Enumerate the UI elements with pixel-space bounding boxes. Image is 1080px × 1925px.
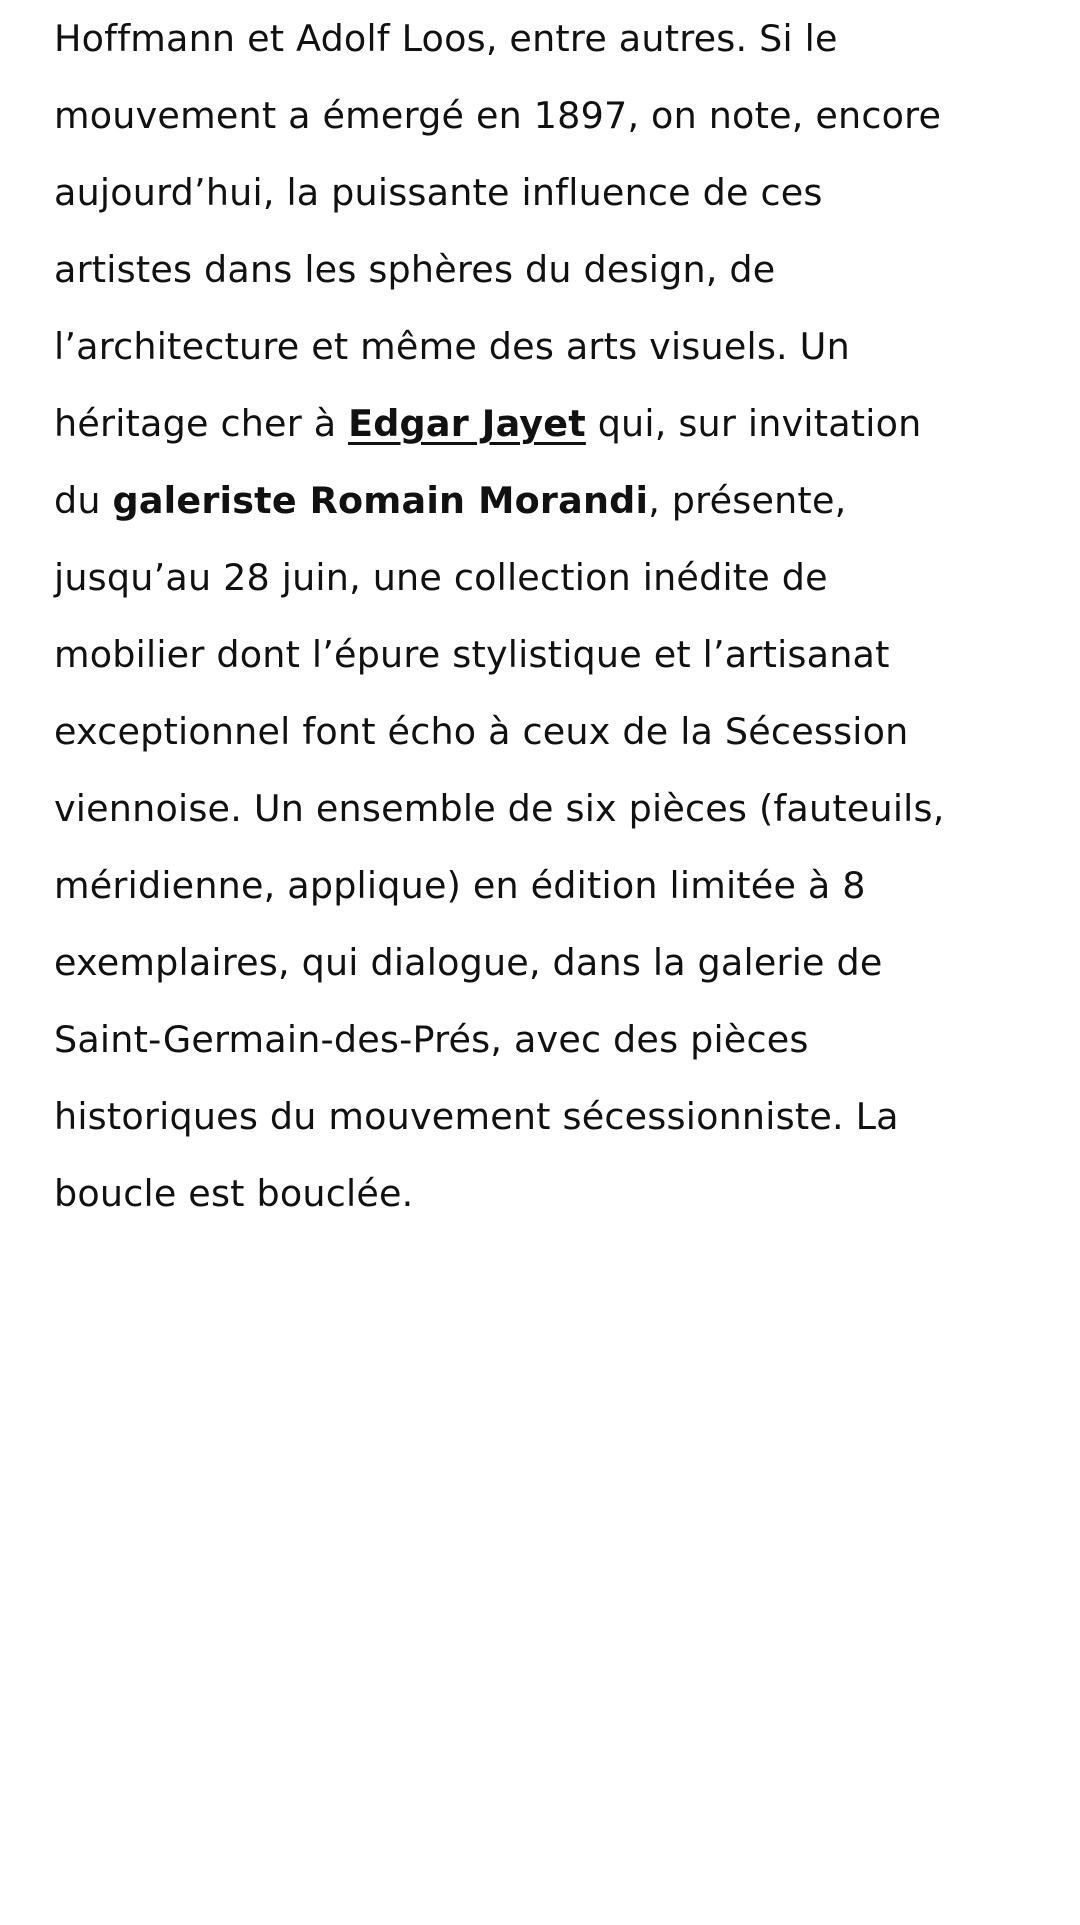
article-line: aujourd’hui, la puissante influence de ces: [54, 171, 823, 214]
article-line: exemplaires, qui dialogue, dans la galerie de: [54, 941, 883, 984]
article-line: artistes dans les sphères du design, de: [54, 248, 776, 291]
article-line: boucle est bouclée.: [54, 1172, 414, 1215]
article-body: [54, 0, 1034, 1232]
article-text: , présente,: [648, 479, 847, 522]
article-line: jusqu’au 28 juin, une collection inédite de: [54, 556, 828, 599]
article-line: [54, 386, 1034, 462]
edgar-jayet-link[interactable]: Edgar Jayet: [348, 402, 586, 445]
article-line: exceptionnel font écho à ceux de la Sécession: [54, 710, 909, 753]
article-line: Saint-Germain-des-Prés, avec des pièces: [54, 1018, 809, 1061]
article-line: mouvement a émergé en 1897, on note, encore: [54, 94, 942, 137]
article-line: viennoise. Un ensemble de six pièces (fauteuils,: [54, 787, 945, 830]
article-text: qui, sur invitation: [585, 402, 922, 445]
article-text: du: [54, 479, 113, 522]
article-line: historiques du mouvement sécessionniste. La: [54, 1095, 899, 1138]
galeriste-emphasis: galeriste Romain Morandi: [112, 479, 649, 522]
article-line: Hoffmann et Adolf Loos, entre autres. Si le: [54, 17, 838, 60]
article-line: mobilier dont l’épure stylistique et l’artisanat: [54, 633, 890, 676]
article-line: l’architecture et même des arts visuels. Un: [54, 325, 850, 368]
article-line: [54, 463, 1034, 539]
article-text: héritage cher à: [54, 402, 349, 445]
article-line: méridienne, applique) en édition limitée à 8: [54, 864, 866, 907]
